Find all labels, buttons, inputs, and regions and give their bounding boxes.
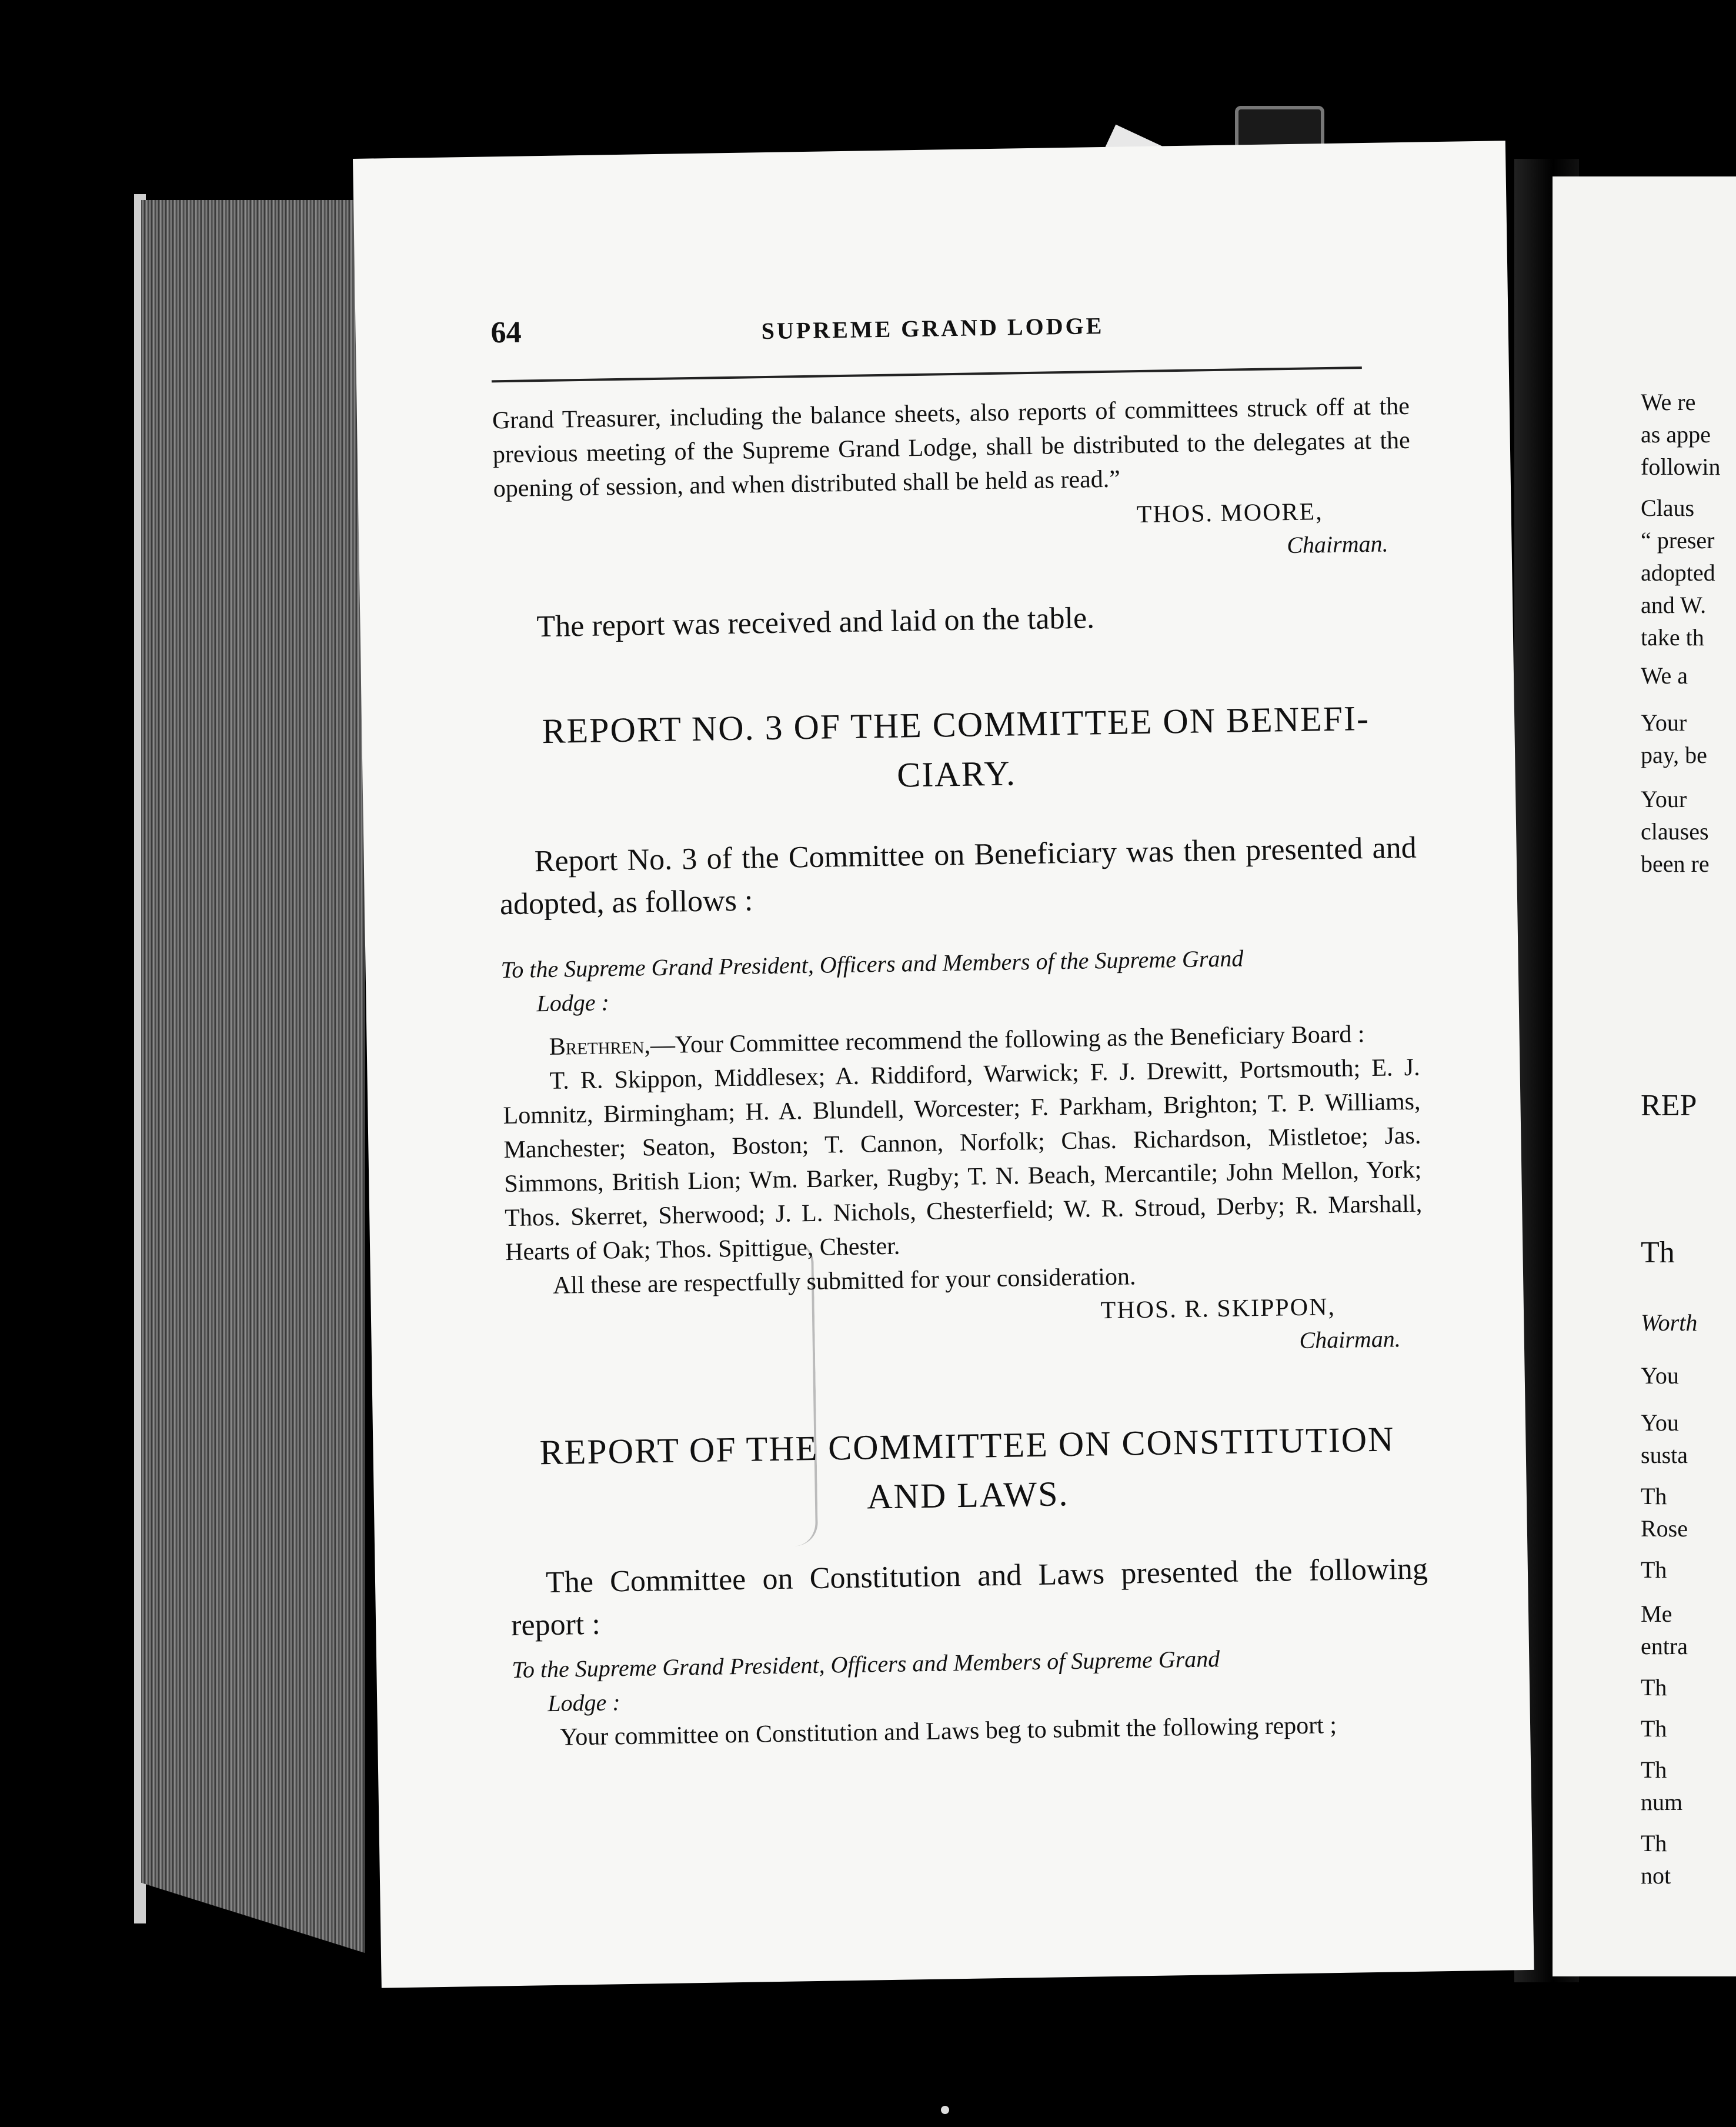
right-fragment: Your <box>1641 786 1687 812</box>
right-fragment: Worth <box>1641 1309 1698 1336</box>
signature-role: Chairman. <box>1299 1325 1401 1353</box>
right-fragment: take th <box>1641 624 1704 651</box>
right-fragment: Me <box>1641 1601 1672 1627</box>
right-fragment: clauses <box>1641 818 1709 845</box>
right-fragment: Th <box>1641 1236 1675 1269</box>
right-fragment: Rose <box>1641 1515 1688 1542</box>
addressee-line: Lodge : <box>536 989 610 1017</box>
recommendation-text: —Your Committee recommend the following as the Beneficiary Board : <box>650 1021 1365 1059</box>
page-number: 64 <box>490 315 522 350</box>
signature-name: THOS. R. SKIPPON, <box>1100 1293 1336 1325</box>
right-fragment: entra <box>1641 1633 1688 1659</box>
right-fragment: REP <box>1641 1089 1697 1122</box>
right-fragment: Th <box>1641 1483 1667 1509</box>
right-fragment: not <box>1641 1862 1671 1889</box>
signature-role: Chairman. <box>1286 530 1388 559</box>
submission-line: All these are respectfully submitted for your consideration. <box>552 1263 1136 1299</box>
report-intro: Report No. 3 of the Committee on Beneficiary was then presented and adopted, as follows : <box>499 831 1417 922</box>
right-fragment: Your <box>1641 709 1687 736</box>
signature-name: THOS. MOORE, <box>1136 498 1323 529</box>
addressee-line: To the Supreme Grand President, Officers and Members of the Supreme Grand <box>500 945 1244 984</box>
right-fragment: as appe <box>1641 421 1711 448</box>
heading-line: CIARY. <box>896 754 1017 795</box>
board-members-list: T. R. Skippon, Middlesex; A. Riddiford, Warwick; F. J. Drewitt, Portsmouth; E. J. Lomnitz, Birmingham; H. A. Blundell, Worcester; F. Parkham, Brighton; T. P. Williams, Manchester; Seaton, Boston; T. Cannon, Norfolk; Chas. Richardson, Mistletoe; Jas. Simmons, British Lion; Wm. Barker, Rugby; T. N. Beach, Mercantile; John Mellon, York; Thos. Skerret, Sherwood; J. L. Nichols, Chesterfield; W. R. Stroud, Derby; R. Marshall, Hearts of Oak; Thos. Spittigue, Chester. <box>503 1054 1423 1266</box>
right-fragment: “ preser <box>1641 527 1715 554</box>
section-heading <box>497 693 1415 806</box>
right-fragment: and W. <box>1641 592 1707 618</box>
right-fragment: Th <box>1641 1674 1667 1701</box>
right-fragment: num <box>1641 1789 1683 1815</box>
continuation-paragraph: Grand Treasurer, including the balance sheets, also reports of committees struck off at the previous meeting of the Supreme Grand Lodge, shall be distributed to the delegates at the opening of session, and when distributed shall be held as read.” <box>492 392 1411 503</box>
right-fragment: We a <box>1641 662 1688 689</box>
right-fragment: You <box>1641 1409 1679 1436</box>
dust-speck <box>941 2106 949 2114</box>
heading-line: REPORT OF THE COMMITTEE ON CONSTITUTION <box>539 1419 1395 1472</box>
report-intro: The Committee on Constitution and Laws presented the following report : <box>510 1552 1428 1643</box>
right-fragment: been re <box>1641 851 1710 877</box>
left-page <box>353 141 1534 1988</box>
received-statement: The report was received and laid on the table. <box>536 601 1095 644</box>
report-body: Your committee on Constitution and Laws beg to submit the following report ; <box>559 1712 1337 1751</box>
right-fragment: We re <box>1641 389 1696 415</box>
right-fragment: followin <box>1641 454 1721 480</box>
right-fragment: You <box>1641 1362 1679 1389</box>
right-fragment: Th <box>1641 1756 1667 1783</box>
right-fragment: adopted <box>1641 559 1715 586</box>
section-heading <box>508 1414 1427 1527</box>
addressee-line: To the Supreme Grand President, Officers and Members of Supreme Grand <box>512 1645 1220 1683</box>
right-fragment: Th <box>1641 1830 1667 1856</box>
running-head-title: SUPREME GRAND LODGE <box>761 312 1104 345</box>
right-fragment: pay, be <box>1641 742 1707 768</box>
page-content <box>490 301 1430 1755</box>
right-fragment: Claus <box>1641 495 1695 521</box>
heading-line: REPORT NO. 3 OF THE COMMITTEE ON BENEFI- <box>542 698 1370 751</box>
salutation: Brethren, <box>549 1032 651 1061</box>
page-edges <box>141 200 365 1953</box>
running-header <box>490 301 1409 380</box>
addressee-line: Lodge : <box>547 1689 620 1717</box>
heading-line: AND LAWS. <box>866 1474 1069 1516</box>
right-fragment: Th <box>1641 1715 1667 1742</box>
right-fragment: susta <box>1641 1442 1688 1468</box>
right-fragment: Th <box>1641 1556 1667 1583</box>
